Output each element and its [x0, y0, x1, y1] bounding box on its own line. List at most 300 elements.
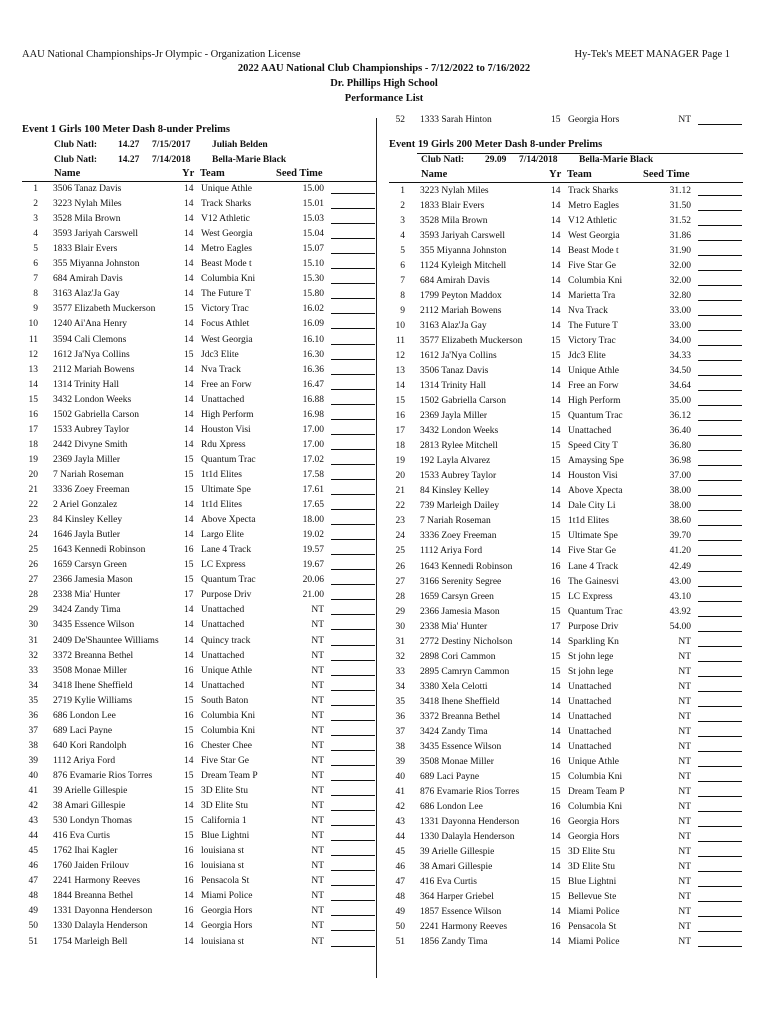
place-number: 8: [400, 291, 405, 302]
athlete-name: 2772 Destiny Nicholson: [420, 636, 513, 647]
athlete-name: 1240 Ai'Ana Henry: [53, 319, 128, 330]
team-name: Dream Team P: [568, 786, 625, 797]
result-blank-line: [698, 661, 742, 662]
entry-row: [389, 920, 743, 935]
year: 15: [184, 770, 194, 781]
entry-row: [22, 513, 376, 528]
entry-row: [389, 785, 743, 800]
result-blank-line: [331, 825, 375, 826]
athlete-name: 1760 Jaiden Frilouv: [53, 861, 129, 872]
place-number: 35: [28, 695, 38, 706]
seed-time: 32.00: [669, 276, 691, 287]
place-number: 29: [395, 606, 405, 617]
seed-time: NT: [678, 666, 691, 677]
team-name: Purpose Driv: [201, 590, 252, 601]
year: 16: [184, 710, 194, 721]
place-number: 26: [395, 561, 405, 572]
result-blank-line: [698, 946, 742, 947]
year: 16: [184, 740, 194, 751]
place-number: 35: [395, 696, 405, 707]
place-number: 15: [395, 396, 405, 407]
seed-time: NT: [678, 921, 691, 932]
result-blank-line: [331, 253, 375, 254]
place-number: 10: [395, 321, 405, 332]
entry-row: [389, 650, 743, 665]
team-name: Unique Athle: [568, 366, 619, 377]
athlete-name: 1330 Dalayla Henderson: [53, 921, 148, 932]
athlete-name: 1502 Gabriella Carson: [53, 409, 140, 420]
year: 16: [184, 906, 194, 917]
entry-row: [22, 603, 376, 618]
year: 14: [551, 426, 561, 437]
column-header-name: Name: [54, 168, 81, 179]
entry-row: [22, 257, 376, 272]
athlete-name: 876 Evamarie Rios Torres: [420, 786, 520, 797]
entry-row: [22, 287, 376, 302]
result-blank-line: [698, 225, 742, 226]
seed-time: NT: [678, 681, 691, 692]
seed-time: NT: [311, 846, 324, 857]
place-number: 4: [33, 229, 38, 240]
record-date: 7/14/2018: [519, 155, 558, 165]
athlete-name: 3432 London Weeks: [420, 426, 499, 437]
place-number: 11: [28, 334, 38, 345]
seed-time: NT: [311, 891, 324, 902]
result-blank-line: [698, 555, 742, 556]
result-blank-line: [698, 931, 742, 932]
result-blank-line: [698, 691, 742, 692]
place-number: 8: [33, 289, 38, 300]
team-name: 3D Elite Stu: [201, 801, 248, 812]
team-name: Marietta Tra: [568, 291, 616, 302]
year: 15: [184, 575, 194, 586]
team-name: Unattached: [568, 426, 612, 437]
entry-row: [389, 800, 743, 815]
result-blank-line: [331, 449, 375, 450]
year: 14: [184, 620, 194, 631]
place-number: 16: [28, 409, 38, 420]
entry-row: [22, 634, 376, 649]
result-blank-line: [698, 540, 742, 541]
result-blank-line: [698, 706, 742, 707]
place-number: 6: [33, 259, 38, 270]
athlete-name: 1330 Dalayla Henderson: [420, 831, 515, 842]
entry-row: [22, 558, 376, 573]
entry-row: [22, 212, 376, 227]
athlete-name: 2112 Mariah Bowens: [53, 364, 135, 375]
seed-time: NT: [678, 831, 691, 842]
team-name: Unattached: [568, 726, 612, 737]
year: 14: [551, 321, 561, 332]
seed-time: NT: [678, 726, 691, 737]
result-blank-line: [331, 660, 375, 661]
team-name: Focus Athlet: [201, 319, 250, 330]
year: 15: [184, 831, 194, 842]
result-blank-line: [331, 524, 375, 525]
result-blank-line: [331, 915, 375, 916]
athlete-name: 3577 Elizabeth Muckerson: [53, 304, 156, 315]
athlete-name: 1124 Kyleigh Mitchell: [420, 261, 507, 272]
year: 14: [184, 394, 194, 405]
place-number: 31: [395, 636, 405, 647]
athlete-name: 1857 Essence Wilson: [420, 906, 502, 917]
result-blank-line: [698, 736, 742, 737]
year: 14: [184, 199, 194, 210]
entry-row: [22, 453, 376, 468]
place-number: 16: [395, 411, 405, 422]
seed-time: 34.64: [669, 381, 691, 392]
team-name: 3D Elite Stu: [568, 846, 615, 857]
entry-row: [389, 575, 743, 590]
team-name: 3D Elite Stu: [201, 786, 248, 796]
year: 15: [551, 441, 561, 452]
athlete-name: 38 Amari Gillespie: [53, 801, 126, 812]
team-name: 1t1d Elites: [201, 469, 242, 480]
entry-row: [389, 214, 743, 229]
column-header-seed: Seed Time: [276, 168, 323, 179]
athlete-name: 1612 Ja'Nya Collins: [53, 349, 130, 360]
seed-time: 19.57: [302, 545, 324, 556]
athlete-name: 1112 Ariya Ford: [420, 546, 483, 557]
team-name: Sparkling Kn: [568, 636, 619, 647]
athlete-name: 2369 Jayla Miller: [420, 411, 488, 422]
athlete-name: 1643 Kennedi Robinson: [53, 545, 146, 556]
athlete-name: 2366 Jamesia Mason: [53, 575, 133, 586]
seed-time: NT: [311, 786, 324, 796]
result-blank-line: [698, 616, 742, 617]
column-header-yr: Yr: [182, 168, 195, 179]
place-number: 18: [28, 439, 38, 450]
seed-time: 17.65: [302, 500, 324, 511]
place-number: 25: [28, 545, 38, 556]
record-label: Club Natl:: [421, 155, 465, 165]
athlete-name: 2338 Mia' Hunter: [420, 621, 488, 632]
entry-row: [389, 755, 743, 770]
seed-time: 37.00: [669, 471, 691, 482]
place-number: 19: [28, 454, 38, 465]
entry-row: [389, 710, 743, 725]
athlete-name: 1856 Zandy Tima: [420, 937, 488, 947]
seed-time: 31.50: [669, 201, 691, 212]
year: 14: [551, 636, 561, 647]
year: 14: [551, 261, 561, 272]
result-blank-line: [698, 631, 742, 632]
team-name: Columbia Kni: [568, 771, 623, 782]
seed-time: 19.02: [302, 530, 324, 541]
result-blank-line: [698, 450, 742, 451]
result-blank-line: [698, 646, 742, 647]
athlete-name: 2895 Camryn Cammon: [420, 666, 510, 677]
team-name: St john lege: [568, 651, 614, 662]
result-blank-line: [698, 285, 742, 286]
team-name: Jdc3 Elite: [568, 351, 606, 362]
entry-row: [389, 544, 743, 559]
place-number: 14: [395, 381, 405, 392]
team-name: louisiana st: [201, 936, 245, 947]
team-name: Unique Athle: [201, 665, 252, 676]
result-blank-line: [331, 344, 375, 345]
seed-time: 15.01: [302, 199, 324, 210]
team-name: Largo Elite: [201, 530, 244, 541]
result-blank-line: [331, 855, 375, 856]
seed-time: 36.12: [669, 411, 691, 422]
year: 16: [184, 861, 194, 872]
year: 14: [184, 379, 194, 390]
athlete-name: 192 Layla Alvarez: [420, 456, 491, 467]
athlete-name: 1762 Ihai Kagler: [53, 846, 118, 857]
entry-row: [389, 259, 743, 274]
team-name: Beast Mode t: [201, 259, 252, 270]
result-blank-line: [331, 238, 375, 239]
result-blank-line: [331, 298, 375, 299]
result-blank-line: [331, 494, 375, 495]
athlete-name: 7 Nariah Roseman: [420, 516, 491, 527]
result-blank-line: [331, 569, 375, 570]
place-number: 44: [28, 831, 38, 842]
year: 14: [551, 216, 561, 227]
seed-time: 34.50: [669, 366, 691, 377]
seed-time: 36.98: [669, 456, 691, 467]
entry-row: [22, 573, 376, 588]
result-blank-line: [331, 946, 375, 947]
entry-row: [22, 919, 376, 934]
team-name: Chester Chee: [201, 740, 252, 751]
athlete-name: 7 Nariah Roseman: [53, 469, 124, 480]
year: 14: [551, 201, 561, 212]
result-blank-line: [331, 645, 375, 646]
team-name: Victory Trac: [201, 304, 249, 315]
year: 14: [551, 486, 561, 497]
place-number: 12: [395, 351, 405, 362]
team-name: Ultimate Spe: [201, 485, 251, 495]
team-name: West Georgia: [201, 334, 253, 345]
result-blank-line: [331, 885, 375, 886]
result-blank-line: [698, 571, 742, 572]
entry-row: [22, 829, 376, 844]
entry-row: [22, 874, 376, 889]
athlete-name: 1331 Dayonna Henderson: [420, 816, 520, 827]
place-number: 30: [395, 621, 405, 632]
place-number: 48: [395, 891, 405, 902]
entry-row: [22, 363, 376, 378]
team-name: St john lege: [568, 666, 614, 677]
athlete-name: 416 Eva Curtis: [53, 831, 110, 842]
athlete-name: 3166 Serenity Segree: [420, 576, 502, 587]
entry-row: [22, 904, 376, 919]
entry-row: [389, 740, 743, 755]
entry-row: [389, 379, 743, 394]
record-time: 14.27: [118, 140, 140, 150]
entry-row: [22, 724, 376, 739]
team-name: Columbia Kni: [568, 801, 623, 812]
year: 15: [551, 876, 561, 887]
entry-row: [22, 814, 376, 829]
team-name: Blue Lightni: [568, 876, 617, 887]
athlete-name: 739 Marleigh Dailey: [420, 501, 500, 512]
result-blank-line: [698, 405, 742, 406]
seed-time: 19.67: [302, 560, 324, 571]
result-blank-line: [698, 886, 742, 887]
athlete-name: 3593 Jariyah Carswell: [53, 229, 138, 240]
result-blank-line: [698, 375, 742, 376]
year: 14: [551, 246, 561, 257]
entry-row: [389, 620, 743, 635]
athlete-name: 2898 Cori Cammon: [420, 651, 496, 662]
year: 14: [551, 366, 561, 377]
seed-time: NT: [311, 620, 324, 631]
entry-row: [22, 317, 376, 332]
year: 15: [184, 816, 194, 827]
year: 14: [184, 409, 194, 420]
place-number: 42: [395, 801, 405, 812]
place-number: 47: [28, 876, 38, 887]
team-name: LC Express: [201, 560, 246, 571]
seed-time: NT: [678, 711, 691, 722]
record-rule: [417, 153, 743, 154]
team-name: Unattached: [201, 605, 245, 616]
team-name: Quantum Trac: [568, 606, 623, 617]
place-number: 1: [33, 184, 38, 194]
place-number: 1: [400, 186, 405, 196]
place-number: 48: [28, 891, 38, 902]
team-name: Lane 4 Track: [201, 545, 252, 556]
record-holder: Juliah Belden: [212, 140, 268, 150]
entry-row: [389, 499, 743, 514]
place-number: 22: [395, 501, 405, 512]
team-name: Track Sharks: [201, 199, 252, 210]
entry-row: [389, 199, 743, 214]
place-number: 24: [395, 531, 405, 542]
team-name: Georgia Hors: [201, 921, 253, 932]
year: 16: [551, 756, 561, 767]
result-blank-line: [698, 124, 742, 125]
entry-row: [389, 484, 743, 499]
seed-time: 17.00: [302, 424, 324, 435]
result-blank-line: [331, 810, 375, 811]
athlete-name: 1833 Blair Evers: [420, 201, 485, 212]
result-blank-line: [331, 464, 375, 465]
seed-time: NT: [311, 740, 324, 751]
entry-row: [389, 334, 743, 349]
entry-row: [22, 679, 376, 694]
athlete-name: 84 Kinsley Kelley: [420, 486, 490, 497]
place-number: 34: [28, 680, 38, 691]
entry-row: [22, 227, 376, 242]
seed-time: 16.98: [302, 409, 324, 420]
entry-row: [389, 409, 743, 424]
seed-time: 33.00: [669, 306, 691, 317]
year: 14: [184, 500, 194, 511]
entry-row: [389, 605, 743, 620]
entry-row: [22, 784, 376, 799]
entry-row: [22, 844, 376, 859]
result-blank-line: [698, 330, 742, 331]
athlete-name: 3163 Alaz'Ja Gay: [53, 289, 120, 300]
result-blank-line: [698, 766, 742, 767]
seed-time: 42.49: [669, 561, 691, 572]
athlete-name: 689 Laci Payne: [53, 725, 113, 736]
entry-row: [22, 754, 376, 769]
entry-row: [389, 590, 743, 605]
team-name: Track Sharks: [568, 186, 619, 196]
seed-time: 38.00: [669, 501, 691, 512]
seed-time: 16.88: [302, 394, 324, 405]
seed-time: 32.00: [669, 261, 691, 272]
team-name: Georgia Hors: [201, 906, 253, 917]
entry-row: [22, 438, 376, 453]
year: 14: [184, 936, 194, 947]
athlete-name: 364 Harper Griebel: [420, 891, 494, 902]
athlete-name: 1112 Ariya Ford: [53, 755, 116, 766]
seed-time: 16.30: [302, 349, 324, 360]
team-name: California 1: [201, 816, 247, 827]
year: 14: [184, 891, 194, 902]
result-blank-line: [331, 389, 375, 390]
header-rule: [389, 182, 743, 183]
year: 14: [551, 906, 561, 917]
athlete-name: 1754 Marleigh Bell: [53, 936, 128, 947]
athlete-name: 3418 Ihene Sheffield: [53, 680, 133, 691]
entry-row: [22, 333, 376, 348]
place-number: 14: [28, 379, 38, 390]
record-time: 29.09: [485, 155, 507, 165]
athlete-name: 3506 Tanaz Davis: [420, 366, 489, 377]
seed-time: NT: [311, 801, 324, 812]
seed-time: NT: [311, 695, 324, 706]
place-number: 47: [395, 876, 405, 887]
result-blank-line: [331, 930, 375, 931]
seed-time: NT: [311, 665, 324, 676]
result-blank-line: [331, 539, 375, 540]
athlete-name: 1314 Trinity Hall: [420, 381, 486, 392]
athlete-name: 2 Ariel Gonzalez: [53, 500, 118, 511]
year: 14: [184, 244, 194, 255]
record-holder: Bella-Marie Black: [212, 155, 287, 165]
place-number: 52: [395, 115, 405, 125]
place-number: 5: [33, 244, 38, 255]
team-name: Unattached: [201, 650, 245, 661]
year: 14: [551, 711, 561, 722]
place-number: 28: [395, 591, 405, 602]
seed-time: NT: [311, 755, 324, 766]
entry-row: [22, 649, 376, 664]
athlete-name: 3223 Nylah Miles: [53, 199, 122, 210]
seed-time: 38.60: [669, 516, 691, 527]
place-number: 41: [395, 786, 405, 797]
seed-time: 17.00: [302, 439, 324, 450]
year: 14: [184, 424, 194, 435]
team-name: Five Star Ge: [568, 546, 617, 557]
place-number: 32: [28, 650, 38, 661]
year: 15: [184, 349, 194, 360]
team-name: Unattached: [568, 681, 612, 692]
team-name: Miami Police: [568, 937, 620, 947]
team-name: Pensacola St: [568, 921, 617, 932]
place-number: 20: [28, 469, 38, 480]
athlete-name: 876 Evamarie Rios Torres: [53, 770, 153, 781]
team-name: Houston Visi: [201, 424, 251, 435]
result-blank-line: [698, 510, 742, 511]
result-blank-line: [331, 735, 375, 736]
entry-row: [389, 113, 743, 128]
place-number: 41: [28, 786, 38, 796]
seed-time: 15.04: [302, 229, 324, 240]
record-line: [22, 140, 376, 154]
team-name: Free an Forw: [201, 379, 252, 390]
athlete-name: 2112 Mariah Bowens: [420, 306, 502, 317]
result-blank-line: [331, 268, 375, 269]
place-number: 11: [395, 336, 405, 347]
